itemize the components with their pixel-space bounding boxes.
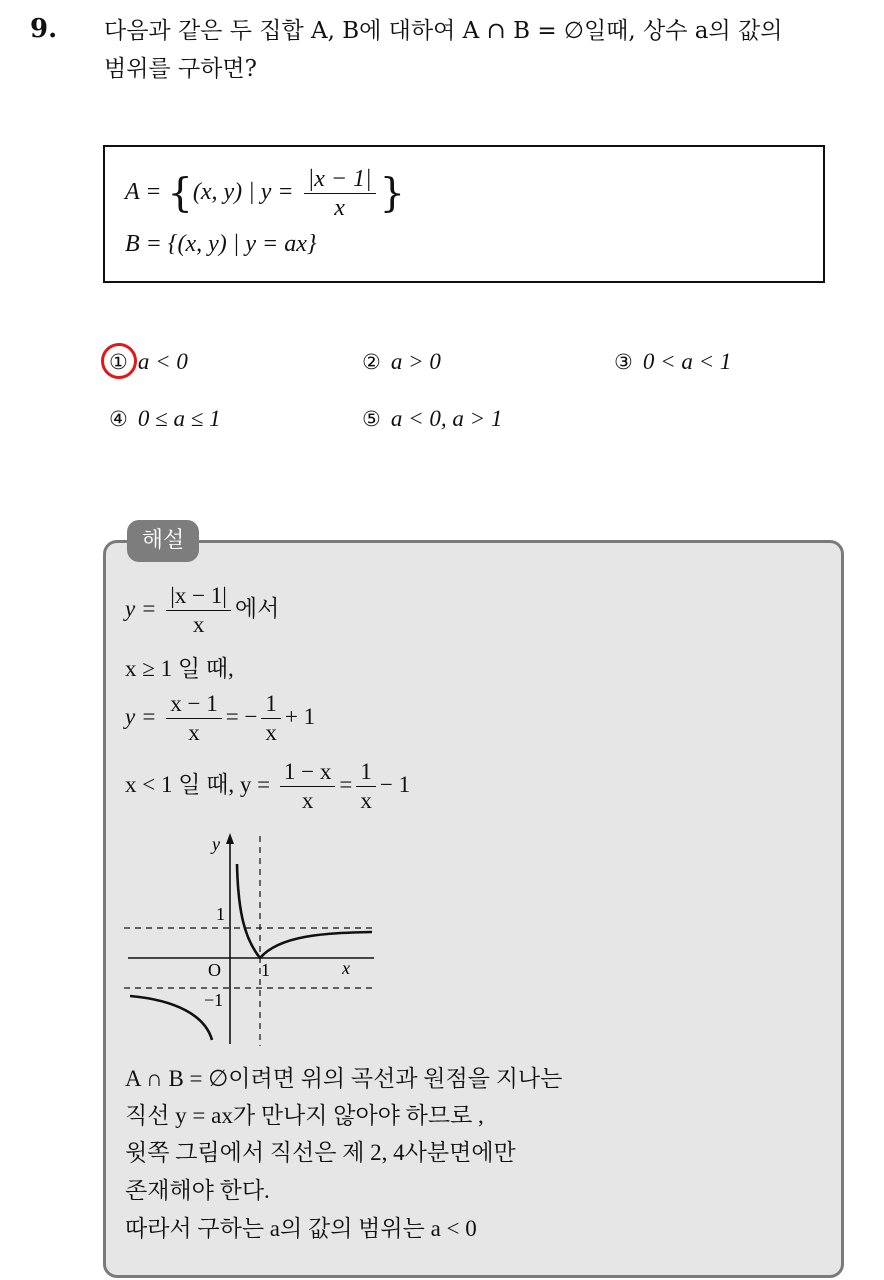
question-text-line1: 다음과 같은 두 집합 A, B에 대하여 A ∩ B = ∅일때, 상수 a의 값의	[104, 18, 783, 44]
graph-y-label: y	[212, 834, 220, 854]
graph-origin-label: O	[208, 960, 221, 980]
sol-l3-den: x	[188, 720, 200, 745]
choice-4-number: ④	[109, 407, 128, 431]
choice-1-text: a < 0	[137, 349, 188, 374]
choice-4[interactable]	[109, 406, 221, 432]
set-definition-box	[103, 145, 825, 283]
conclusion-line-5: 따라서 구하는 a의 값의 범위는 a < 0	[125, 1216, 477, 1241]
choice-5[interactable]	[362, 406, 502, 432]
choice-3[interactable]	[614, 349, 731, 375]
y-axis-arrow-icon	[226, 833, 234, 844]
function-graph	[120, 830, 380, 1050]
sol-l3-mid: = −	[225, 703, 258, 729]
set-b-definition: B = {(x, y) | y = ax}	[125, 231, 317, 257]
sol-l3-num: x − 1	[166, 690, 221, 719]
sol-l4-fraction	[280, 758, 335, 815]
choice-3-number: ③	[614, 350, 633, 374]
open-brace-icon: {	[167, 170, 193, 217]
solution-line-2: x ≥ 1 일 때,	[125, 656, 234, 681]
question-text	[104, 12, 874, 88]
choice-1-number: ①	[109, 350, 128, 374]
set-a-denominator: x	[334, 195, 345, 221]
sol-l4-den2: x	[360, 788, 372, 813]
graph-x-label: x	[342, 958, 350, 978]
sol-l1-num: |x − 1|	[166, 582, 231, 611]
conclusion-line-3: 윗쪽 그림에서 직선은 제 2, 4사분면에만	[125, 1140, 516, 1165]
choice-2-text: a > 0	[390, 349, 441, 374]
solution-line-4	[125, 758, 410, 815]
set-a-numerator: |x − 1|	[304, 165, 376, 194]
solution-line-3	[125, 690, 315, 747]
sol-l4-num: 1 − x	[280, 758, 335, 787]
sol-l1-lhs: y =	[125, 595, 163, 621]
sol-l4-den: x	[301, 788, 314, 813]
set-a-inner: (x, y) | y =	[192, 179, 300, 206]
close-brace-icon: }	[379, 170, 406, 217]
sol-l3-lhs: y =	[125, 703, 163, 729]
graph-x-tick-1: 1	[261, 960, 270, 980]
sol-l1-tail: 에서	[234, 595, 280, 622]
set-a-definition	[125, 165, 405, 222]
conclusion-line-2: 직선 y = ax가 만나지 않아야 하므로 ,	[125, 1103, 484, 1128]
solution-tag: 해설	[127, 520, 199, 562]
answer-circle-mark	[101, 343, 137, 379]
sol-l4-mid: =	[339, 771, 353, 797]
choice-2-number: ②	[362, 350, 381, 374]
sol-l4-num2: 1	[356, 758, 376, 787]
choice-5-number: ⑤	[362, 407, 381, 431]
choice-3-text: 0 < a < 1	[642, 349, 732, 374]
set-a-prefix: A =	[125, 179, 168, 206]
question-number: 9.	[30, 14, 58, 44]
curve-positive-branch	[237, 864, 372, 958]
sol-l3-fraction	[166, 690, 221, 747]
sol-l1-fraction	[166, 582, 231, 639]
solution-line-1	[125, 582, 279, 639]
conclusion-line-1: A ∩ B = ∅이려면 위의 곡선과 원점을 지나는	[125, 1066, 563, 1091]
question-text-line2: 범위를 구하면?	[104, 56, 257, 82]
sol-l4-tail: − 1	[379, 771, 411, 797]
choice-5-text: a < 0, a > 1	[390, 406, 503, 431]
sol-l4-head: x < 1 일 때, y =	[125, 771, 276, 797]
sol-l3-tail: + 1	[284, 703, 316, 729]
graph-y-tick-minus-1: −1	[204, 990, 224, 1010]
sol-l4-fraction-2	[356, 758, 376, 815]
choice-4-text: 0 ≤ a ≤ 1	[137, 406, 221, 431]
sol-l3-den2: x	[265, 720, 277, 745]
graph-y-tick-1: 1	[216, 904, 225, 924]
set-a-fraction	[304, 165, 376, 222]
choice-2[interactable]	[362, 349, 441, 375]
sol-l3-fraction-2	[261, 690, 281, 747]
sol-l3-num2: 1	[261, 690, 281, 719]
conclusion-line-4: 존재해야 한다.	[125, 1178, 270, 1203]
sol-l1-den: x	[192, 612, 205, 637]
curve-negative-branch	[130, 996, 212, 1040]
